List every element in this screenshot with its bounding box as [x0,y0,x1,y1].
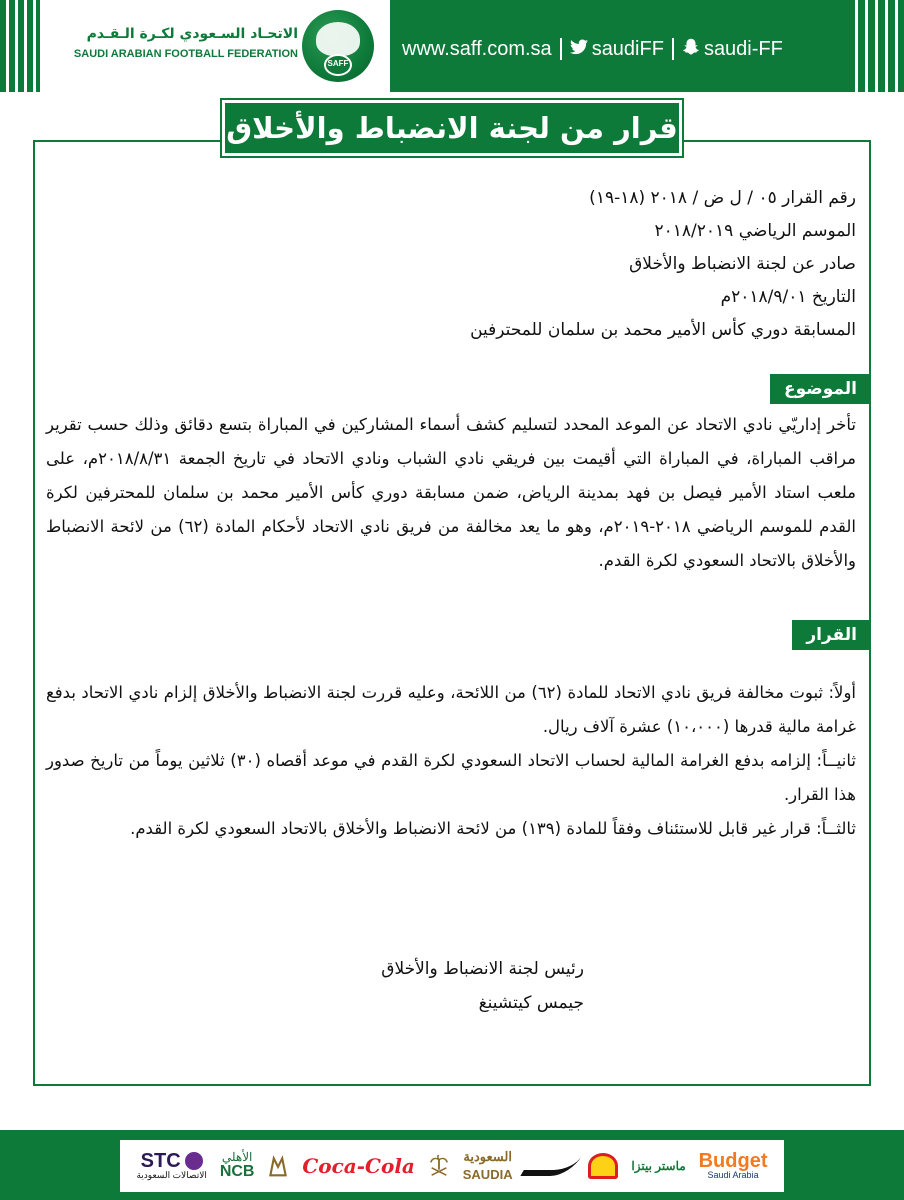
header-links [402,36,783,62]
sponsor-nike [526,1144,576,1188]
logo-english-text: SAUDI ARABIAN FOOTBALL FEDERATION [73,48,298,60]
subject-paragraph: تأخر إداريّي نادي الاتحاد عن الموعد المحدد لتسليم كشف أسماء المشاركين في المباراة بتسع دقائق وذلك حسب تقرير مراقب المباراة، في المباراة التي أقيمت بين فريقي نادي الشباب ونادي الاتحاد في تاريخ الجمعة ٢٠١٨/٨/٣١م، على ملعب استاد الأمير فيصل بن فهد بمدينة الرياض، ضمن مسابقة دوري كأس الأمير محمد بن سلمان للمحترفين لكرة القدم للموسم الرياضي ٢٠١٨-٢٠١٩م، وهو ما يعد مخالفة من فريق نادي الاتحاد لأحكام المادة (٦٢) من لائحة الانضباط والأخلاق بالاتحاد السعودي لكرة القدم. [46,415,857,570]
sponsor-ncb [220,1144,255,1188]
subject-text [46,408,856,578]
sponsor-cocacola [302,1144,415,1188]
palm-swords-icon [428,1155,450,1177]
decision-item-3: ثالثــاً: قرار غير قابل للاستئناف وفقاً للمادة (١٣٩) من لائحة الانضباط والأخلاق بالاتحاد السعودي لكرة القدم. [130,819,856,838]
cocacola-logo-text: Coca-Cola [302,1154,415,1178]
twitter-handle[interactable]: saudiFF [591,37,664,60]
saff-logo-icon [302,10,374,82]
sponsor-saudia [463,1144,513,1188]
stc-logo-text: STC [140,1149,181,1172]
stc-subtext: الاتصالات السعودية [136,1169,207,1180]
falcon-icon [316,22,360,56]
competition: المسابقة دوري كأس الأمير محمد بن سلمان للمحترفين [470,320,856,340]
saudia-arabic-text: السعودية [463,1149,512,1164]
ncb-arabic-text: الأهلي [221,1149,253,1164]
issuer: صادر عن لجنة الانضباط والأخلاق [629,254,856,274]
header-bar [0,0,904,92]
decision-number: رقم القرار ٠٥ / ل ض / ٢٠١٨ (١٨-١٩) [589,188,856,208]
website-link[interactable]: www.saff.com.sa [402,37,552,60]
stc-logo-icon [185,1152,203,1170]
logo-arabic-text: الاتحـاد السـعودي لكـرة الـقـدم [86,26,298,42]
sponsor-strip [120,1140,784,1192]
footer-bar [0,1130,904,1200]
decision-item-1: أولاً: ثبوت مخالفة فريق نادي الاتحاد للمادة (٦٢) من اللائحة، وعليه قررت لجنة الانضباط والأخلاق إلزام نادي الاتحاد بدفع غرامة مالية قدرها (١٠،٠٠٠) عشرة آلاف ريال. [46,683,856,736]
sponsor-pizza [631,1144,685,1188]
snapchat-handle[interactable]: saudi-FF [703,37,783,60]
decision-label: القرار [792,620,871,650]
nike-swoosh-icon [520,1156,582,1176]
sponsor-saudia-emblem [428,1144,450,1188]
date: التاريخ ٢٠١٨/٩/٠١م [720,287,856,307]
decision-text [46,676,856,846]
sponsor-budget [699,1144,768,1188]
page-title: قرار من لجنة الانضباط والأخلاق [222,100,682,156]
budget-logo-text: Budget [698,1149,768,1172]
decision-metadata [256,182,856,347]
sponsor-shell [588,1144,618,1188]
sponsor-ncb-emblem [267,1144,289,1188]
signature-title: رئيس لجنة الانضباط والأخلاق [381,959,584,979]
signature-block [284,952,584,1020]
sponsor-stc [136,1144,206,1188]
saudia-logo-text: SAUDIA [462,1167,513,1182]
pizza-logo-text: ماستر بيتزا [631,1159,686,1173]
snapchat-icon [682,38,700,61]
header-stripes-right [848,0,904,92]
divider [672,38,674,60]
ncb-emblem-icon [267,1155,289,1177]
twitter-icon [570,39,588,60]
ncb-logo-text: NCB [219,1162,255,1180]
subject-label: الموضوع [770,374,871,404]
budget-subtext: Saudi Arabia [707,1169,759,1180]
logo-badge-text: SAFF [327,59,349,68]
decision-item-2: ثانيــاً: إلزامه بدفع الغرامة المالية لحساب الاتحاد السعودي لكرة القدم في موعد أقصاه (٣٠) ثلاثين يوماً من تاريخ صدور هذا القرار. [46,751,856,804]
signature-name: جيمس كيتشينغ [478,993,584,1013]
shell-logo-icon [588,1153,618,1179]
header-stripes-left [0,0,40,92]
divider [560,38,562,60]
season: الموسم الرياضي ٢٠١٨/٢٠١٩ [654,221,856,241]
